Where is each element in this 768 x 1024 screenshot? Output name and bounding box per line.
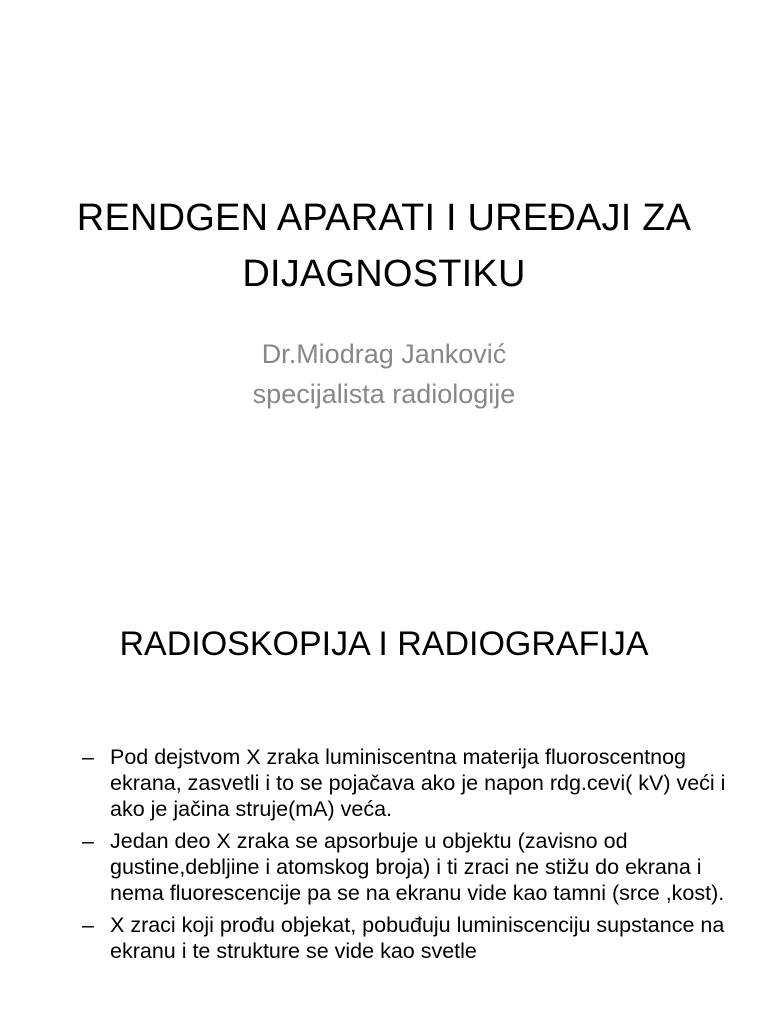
slide-title — [40, 190, 728, 302]
bullet-dash: – — [82, 829, 94, 853]
bullet-list — [80, 744, 728, 970]
bullet-item — [80, 828, 728, 906]
slide-title-line-2: DIJAGNOSTIKU — [242, 253, 526, 295]
slide-title-line-1: RENDGEN APARATI I UREĐAJI ZA — [76, 197, 692, 239]
bullet-text: Pod dejstvom X zraka luminiscentna materija fluoroscentnog ekrana, zasvetli i to se pojačava ako je napon rdg.cevi( kV) veći i ako je jačina struje(mA) veća. — [110, 745, 726, 821]
bullet-text: Jedan deo X zraka se apsorbuje u objektu (zavisno od gustine,debljine i atomskog broja) i ti zraci ne stižu do ekrana i nema fluorescencije pa se na ekranu vide kao tamni (srce ,kost). — [110, 829, 725, 905]
author-role: specijalista radiologije — [252, 379, 516, 409]
author-name: Dr.Miodrag Janković — [261, 339, 507, 369]
bullet-dash: – — [82, 913, 94, 937]
bullet-text: X zraci koji prođu objekat, pobuđuju luminiscenciju supstance na ekranu i te strukture se vide kao svetle — [110, 913, 725, 963]
content-slide-title: RADIOSKOPIJA I RADIOGRAFIJA — [119, 625, 649, 663]
content-slide — [0, 576, 768, 1024]
bullet-item — [80, 744, 728, 822]
slide-subtitle — [40, 334, 728, 414]
bullet-dash: – — [82, 745, 94, 769]
bullet-item — [80, 912, 728, 964]
